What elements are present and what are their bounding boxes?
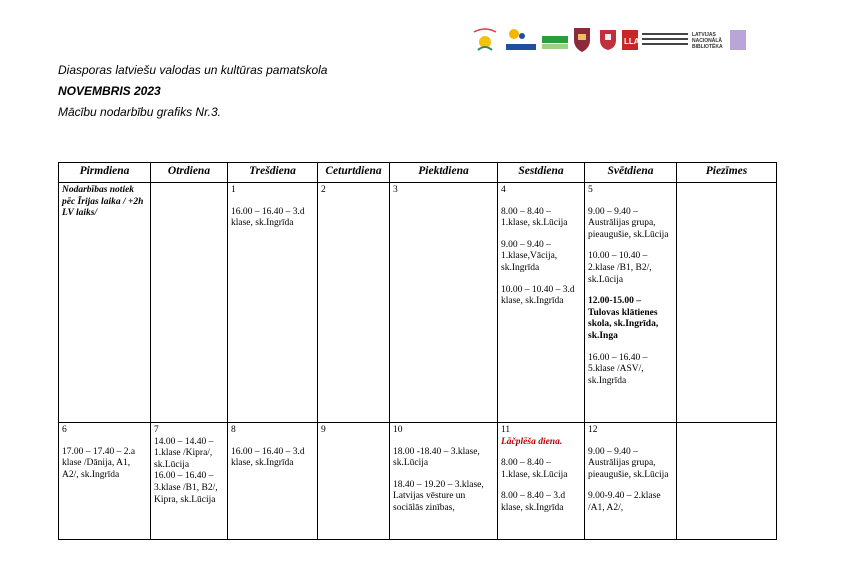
day-cell <box>318 423 390 540</box>
school-name: Diasporas latviešu valodas un kultūras pamatskola <box>58 63 328 77</box>
lesson-entry: 16.00 – 16.40 – 3.d klase, sk.Ingrīda <box>231 446 305 469</box>
svg-text:LLA: LLA <box>624 37 640 46</box>
lesson-entry: 16.00 – 16.40 – 5.klase /ASV/, sk.Ingrīda <box>588 352 648 386</box>
month-title: NOVEMBRIS 2023 <box>58 84 161 98</box>
day-cell <box>498 423 585 540</box>
svg-text:BIBLIOTĒKA: BIBLIOTĒKA <box>692 44 723 50</box>
lesson-entry: 18.00 -18.40 – 3.klase, sk.Lūcija <box>393 446 480 469</box>
day-number: 11 <box>501 425 511 435</box>
lesson-entry: 12.00-15.00 – Tulovas klātienes skola, sk.Ingrīda, sk.Inga <box>588 296 659 341</box>
logo-strip <box>470 26 750 54</box>
col-header: Piezīmes <box>677 163 777 183</box>
day-number: 2 <box>321 185 326 195</box>
day-number: 1 <box>231 185 236 195</box>
day-cell <box>585 423 677 540</box>
lesson-entry: 10.00 – 10.40 – 3.d klase, sk.Ingrīda <box>501 284 575 307</box>
day-number: 4 <box>501 185 506 195</box>
lesson-entry: 18.40 – 19.20 – 3.klase, Latvijas vēsture un sociālās zinības, <box>393 479 484 513</box>
day-cell <box>585 183 677 423</box>
lesson-entry: 17.00 – 17.40 – 2.a klase /Dānija, A1, A2/, sk.Ingrīda <box>62 446 136 480</box>
lesson-entry: 9.00 – 9.40 – Austrālijas grupa, pieaugušie, sk.Lūcija <box>588 446 669 480</box>
header-row <box>59 163 777 183</box>
day-cell <box>59 423 151 540</box>
day-cell <box>390 183 498 423</box>
schedule-table <box>58 162 777 540</box>
col-header: Ceturtdiena <box>318 163 390 183</box>
day-cell <box>228 423 318 540</box>
col-header: Otrdiena <box>151 163 228 183</box>
schedule-subtitle: Mācību nodarbību grafiks Nr.3. <box>58 105 221 119</box>
lesson-entry: 16.00 – 16.40 – 3.klase /B1, B2/, Kipra, sk.Lūcija <box>154 471 218 505</box>
day-number: 6 <box>62 425 67 435</box>
etwinning-logo <box>504 26 538 54</box>
lesson-entry: 9.00 – 9.40 – Austrālijas grupa, pieaugušie, sk.Lūcija <box>588 206 669 240</box>
day-cell <box>151 183 228 423</box>
lesson-entry: 9.00 – 9.40 – 1.klase,Vācija, sk.Ingrīda <box>501 239 558 273</box>
lesson-entry: 16.00 – 16.40 – 3.d klase, sk.Ingrīda <box>231 206 305 229</box>
day-number: 8 <box>231 425 236 435</box>
col-header: Trešdiena <box>228 163 318 183</box>
day-number: 7 <box>154 425 159 435</box>
day-number: 9 <box>321 425 326 435</box>
table-row <box>59 423 777 540</box>
school-logo <box>470 26 500 54</box>
ministry-logo <box>598 28 618 52</box>
lesson-entry: 8.00 – 8.40 – 3.d klase, sk.Ingrīda <box>501 491 566 513</box>
forward-logo <box>542 36 568 50</box>
day-cell <box>498 183 585 423</box>
day-number: 12 <box>588 425 598 435</box>
col-header: Svētdiena <box>585 163 677 183</box>
col-header: Piektdiena <box>390 163 498 183</box>
notes-cell <box>677 183 777 423</box>
day-cell <box>151 423 228 540</box>
timezone-note: Nodarbības notiek pēc Īrijas laika / +2h LV laiks/ <box>62 185 144 219</box>
day-number: 10 <box>393 425 403 435</box>
lesson-entry: 9.00-9.40 – 2.klase /A1, A2/, <box>588 491 661 513</box>
lesson-entry: 10.00 – 10.40 – 2.klase /B1, B2/, sk.Lūcija <box>588 251 652 285</box>
coat-of-arms-logo <box>571 26 593 54</box>
lesson-entry: 8.00 – 8.40 – 1.klase, sk.Lūcija <box>501 458 568 480</box>
day-cell <box>390 423 498 540</box>
lesson-entry: 8.00 – 8.40 – 1.klase, sk.Lūcija <box>501 206 568 229</box>
notes-cell <box>677 423 777 540</box>
table-row <box>59 183 777 423</box>
svg-text:LATVIJAS: LATVIJAS <box>692 32 716 38</box>
lla-logo <box>622 30 688 50</box>
lnb-logo <box>692 28 748 54</box>
day-cell <box>59 183 151 423</box>
day-number: 3 <box>393 185 398 195</box>
lesson-entry: 14.00 – 14.40 – 1.klase /Kipra/, sk.Lūcija <box>154 436 214 470</box>
day-cell <box>318 183 390 423</box>
day-cell <box>228 183 318 423</box>
col-header: Sestdiena <box>498 163 585 183</box>
col-header: Pirmdiena <box>59 163 151 183</box>
holiday-label: Lāčplēša diena. <box>501 436 563 447</box>
svg-text:NACIONĀLĀ: NACIONĀLĀ <box>692 38 722 44</box>
day-number: 5 <box>588 185 593 195</box>
